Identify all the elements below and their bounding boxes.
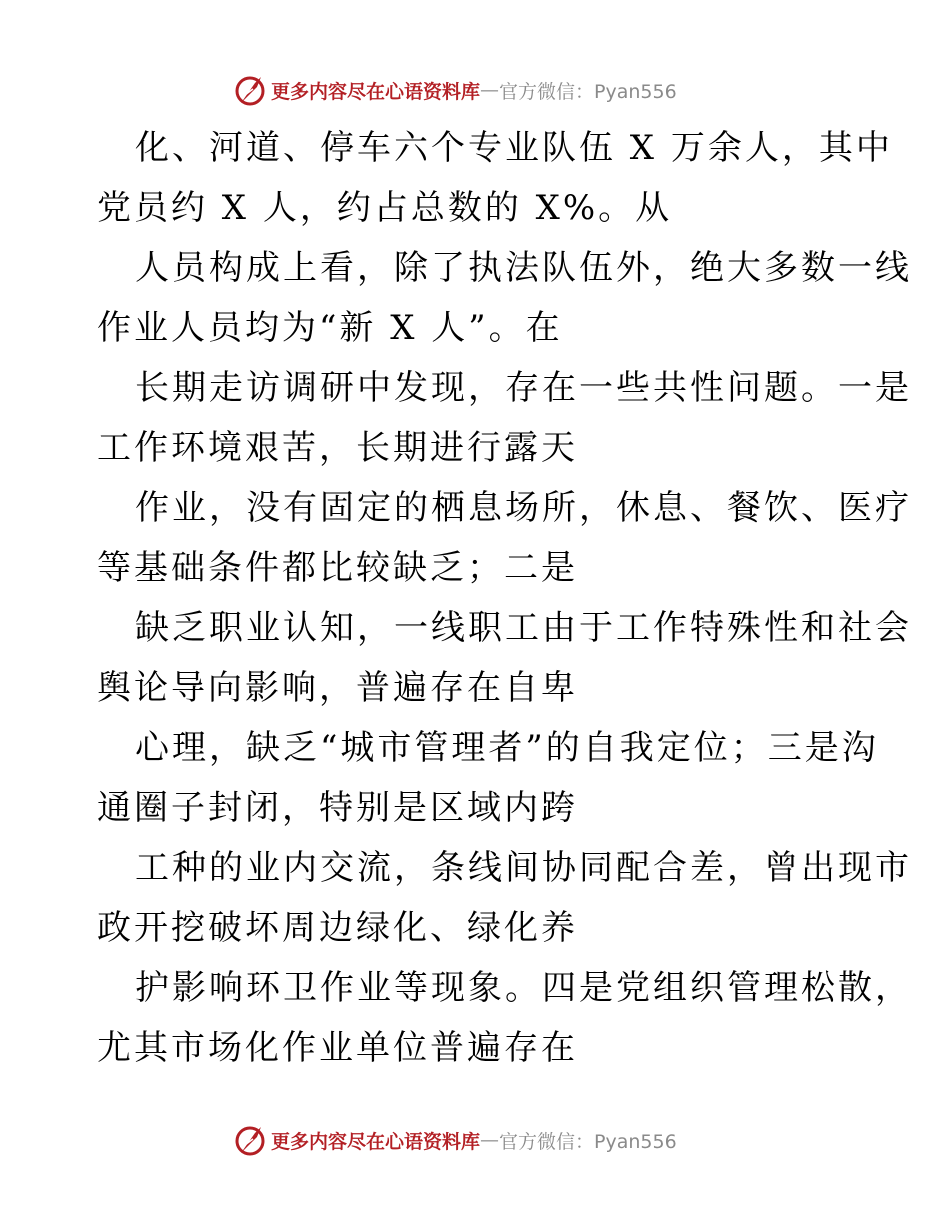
text-line: 长期走访调研中发现，存在一些共性问题。一是 (135, 368, 912, 408)
text-line: 作业人员均为“新 X 人”。在 (97, 308, 563, 348)
watermark-dash: — (480, 1129, 500, 1151)
text-line: 化、河道、停车六个专业队伍 X 万余人，其中 (135, 128, 893, 168)
quill-logo-icon (233, 1123, 267, 1157)
text-line: 作业，没有固定的栖息场所，休息、餐饮、医疗 (135, 488, 912, 528)
body-paragraph (97, 118, 912, 1078)
footer-watermark (233, 1122, 677, 1158)
quill-logo-icon (233, 73, 267, 107)
text-line: 人员构成上看，除了执法队伍外，绝大多数一线 (135, 248, 912, 288)
watermark-site-text: 更多内容尽在心语资料库 (271, 80, 481, 103)
text-line: 舆论导向影响，普遍存在自卑 (97, 668, 578, 708)
watermark-dash: — (480, 79, 500, 101)
text-line: 缺乏职业认知，一线职工由于工作特殊性和社会 (135, 608, 912, 648)
watermark-site-text: 更多内容尽在心语资料库 (271, 1130, 481, 1153)
text-line: 工种的业内交流，条线间协同配合差，曾出现市 (135, 848, 912, 888)
text-line: 心理，缺乏“城市管理者”的自我定位；三是沟 (135, 728, 879, 768)
text-line: 尤其市场化作业单位普遍存在 (97, 1028, 578, 1068)
text-line: 政开挖破坏周边绿化、绿化养 (97, 908, 578, 948)
text-line: 护影响环卫作业等现象。四是党组织管理松散， (135, 968, 912, 1008)
watermark-wechat-text: 官方微信：Pyan556 (499, 80, 677, 103)
text-line: 党员约 X 人，约占总数的 X%。从 (97, 188, 673, 228)
text-line: 通圈子封闭，特别是区域内跨 (97, 788, 578, 828)
text-line: 工作环境艰苦，长期进行露天 (97, 428, 578, 468)
watermark-wechat-text: 官方微信：Pyan556 (499, 1130, 677, 1153)
header-watermark (233, 72, 677, 108)
text-line: 等基础条件都比较缺乏；二是 (97, 548, 578, 588)
